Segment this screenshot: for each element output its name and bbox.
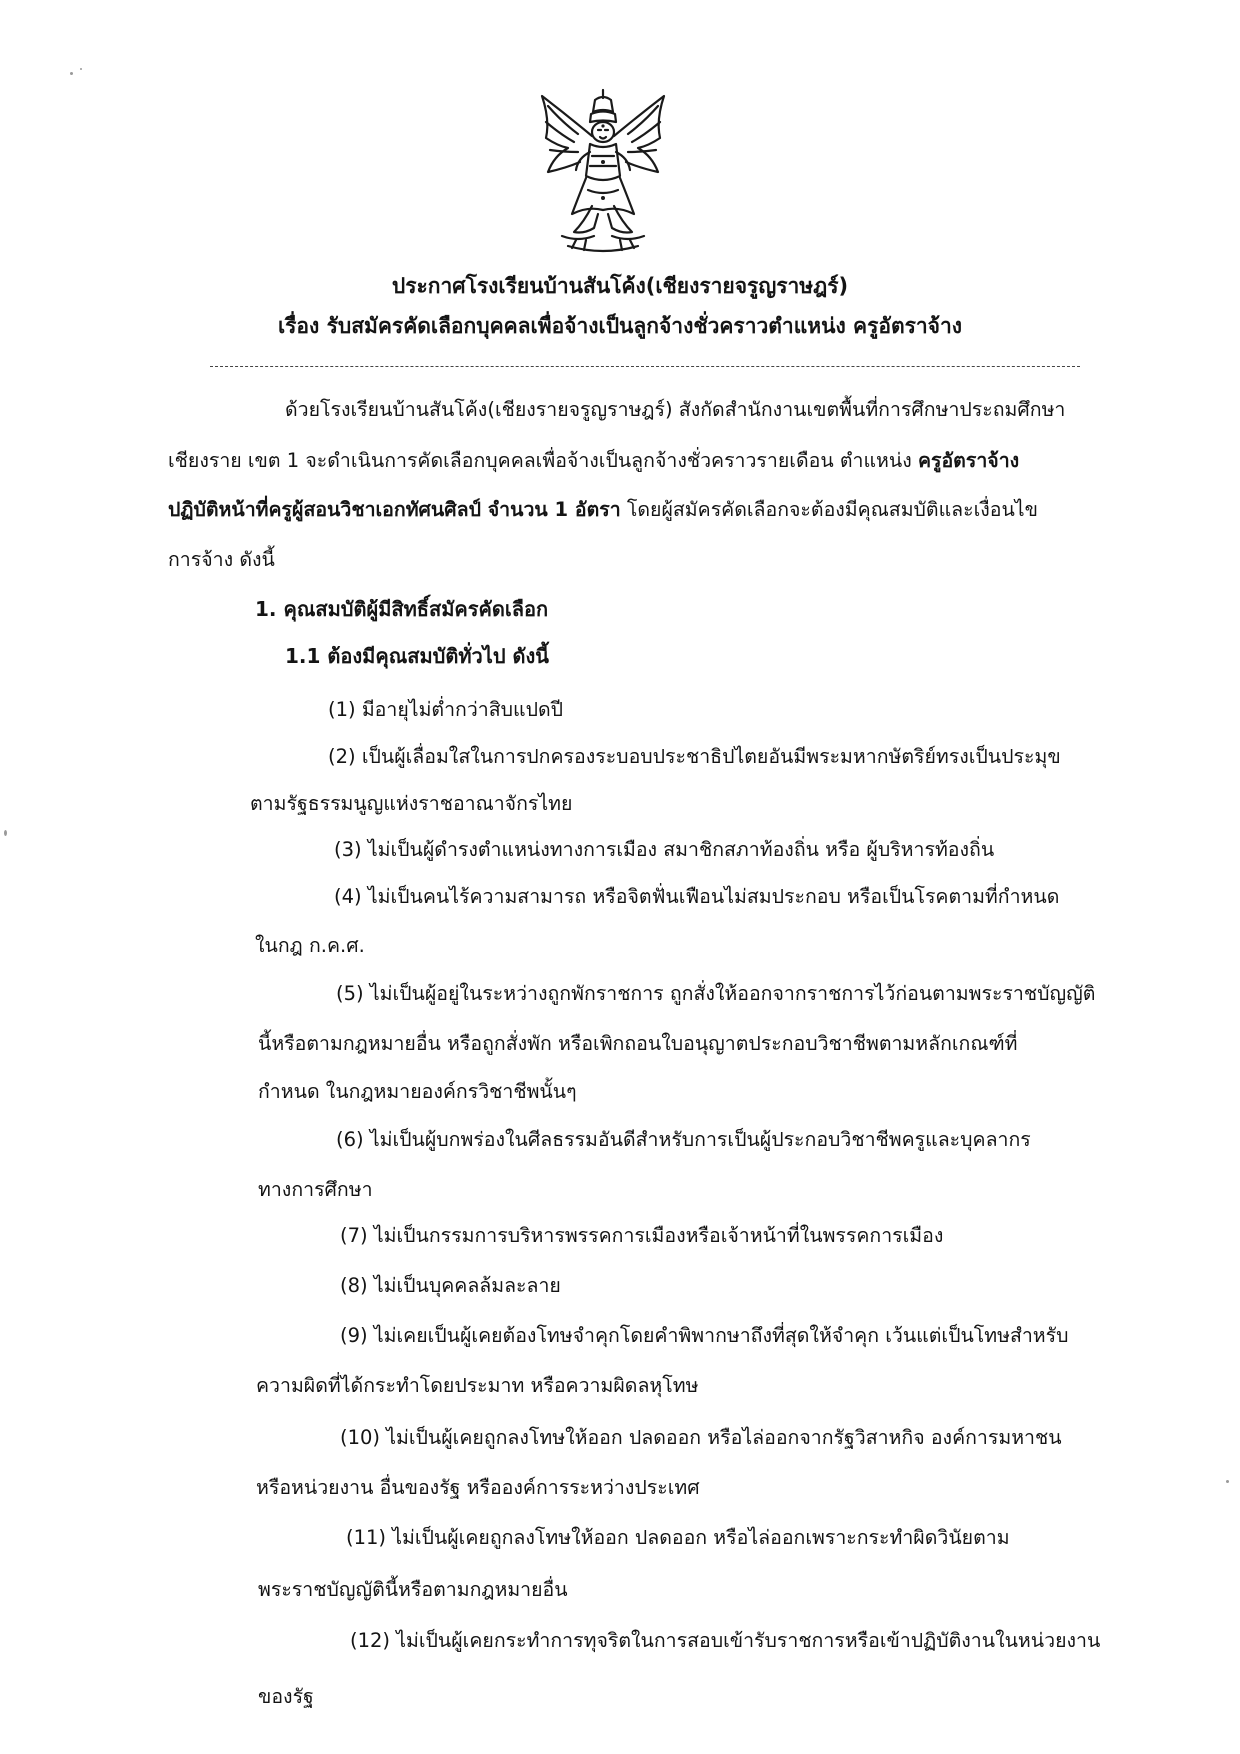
intro-line: การจ้าง ดังนี้ — [168, 548, 275, 571]
qualification-item: (10) ไม่เป็นผู้เคยถูกลงโทษให้ออก ปลดออก หรือไล่ออกจากรัฐวิสาหกิจ องค์การมหาชน — [340, 1426, 1062, 1449]
qualification-item: (5) ไม่เป็นผู้อยู่ในระหว่างถูกพักราชการ ถูกสั่งให้ออกจากราชการไว้ก่อนตามพระราชบัญญัติ — [336, 982, 1096, 1005]
intro-line — [168, 447, 1019, 475]
intro-text: เชียงราย เขต 1 จะดำเนินการคัดเลือกบุคคลเพื่อจ้างเป็นลูกจ้างชั่วคราวรายเดือน ตำแหน่ง — [168, 449, 918, 472]
intro-line — [168, 496, 1038, 524]
qualification-item-cont: นี้หรือตามกฎหมายอื่น หรือถูกสั่งพัก หรือเพิกถอนใบอนุญาตประกอบวิชาชีพตามหลักเกณฑ์ที่ — [258, 1032, 1018, 1055]
scan-speck — [1226, 1480, 1229, 1483]
subsection-heading: 1.1 ต้องมีคุณสมบัติทั่วไป ดังนี้ — [285, 644, 549, 668]
scan-speck — [4, 830, 7, 836]
qualification-item-cont: ในกฎ ก.ค.ศ. — [255, 934, 365, 957]
qualification-item: (1) มีอายุไม่ต่ำกว่าสิบแปดปี — [328, 698, 564, 721]
qualification-item: (4) ไม่เป็นคนไร้ความสามารถ หรือจิตฟั่นเฟือนไม่สมประกอบ หรือเป็นโรคตามที่กำหนด — [334, 885, 1060, 908]
qualification-item: (3) ไม่เป็นผู้ดำรงตำแหน่งทางการเมือง สมาชิกสภาท้องถิ่น หรือ ผู้บริหารท้องถิ่น — [334, 838, 995, 861]
intro-text: โดยผู้สมัครคัดเลือกจะต้องมีคุณสมบัติและเงื่อนไข — [620, 498, 1038, 521]
qualification-item-cont: ตามรัฐธรรมนูญแห่งราชอาณาจักรไทย — [250, 792, 573, 815]
scan-speck — [80, 68, 82, 70]
qualification-item: (12) ไม่เป็นผู้เคยกระทำการทุจริตในการสอบเข้ารับราชการหรือเข้าปฏิบัติงานในหน่วยงาน — [350, 1629, 1101, 1652]
qualification-item: (11) ไม่เป็นผู้เคยถูกลงโทษให้ออก ปลดออก หรือไล่ออกเพราะกระทำผิดวินัยตาม — [346, 1526, 1010, 1549]
garuda-emblem — [528, 86, 678, 258]
qualification-item-cont: หรือหน่วยงาน อื่นของรัฐ หรือองค์การระหว่างประเทศ — [256, 1476, 700, 1499]
qualification-item: (9) ไม่เคยเป็นผู้เคยต้องโทษจำคุกโดยคำพิพากษาถึงที่สุดให้จำคุก เว้นแต่เป็นโทษสำหรับ — [340, 1324, 1069, 1347]
intro-line: ด้วยโรงเรียนบ้านสันโค้ง(เชียงรายจรูญราษฎร์) สังกัดสำนักงานเขตพื้นที่การศึกษาประถมศึกษา — [285, 398, 1066, 421]
qualification-item-cont: กำหนด ในกฎหมายองค์กรวิชาชีพนั้นๆ — [258, 1080, 577, 1103]
qualification-item: (8) ไม่เป็นบุคคลล้มละลาย — [340, 1274, 561, 1297]
qualification-item: (7) ไม่เป็นกรรมการบริหารพรรคการเมืองหรือเจ้าหน้าที่ในพรรคการเมือง — [340, 1224, 944, 1247]
position-title: ครูอัตราจ้าง — [917, 449, 1020, 472]
announcement-title: ประกาศโรงเรียนบ้านสันโค้ง(เชียงรายจรูญราษฎร์) — [391, 274, 849, 298]
scan-speck — [70, 72, 73, 75]
announcement-subject: เรื่อง รับสมัครคัดเลือกบุคคลเพื่อจ้างเป็นลูกจ้างชั่วคราวตำแหน่ง ครูอัตราจ้าง — [277, 314, 963, 338]
qualification-item: (6) ไม่เป็นผู้บกพร่องในศีลธรรมอันดีสำหรับการเป็นผู้ประกอบวิชาชีพครูและบุคลากร — [336, 1128, 1031, 1151]
qualification-item-cont: ความผิดที่ได้กระทำโดยประมาท หรือความผิดลหุโทษ — [256, 1374, 699, 1397]
section-heading: 1. คุณสมบัติผู้มีสิทธิ์สมัครคัดเลือก — [255, 597, 549, 621]
qualification-item-cont: ของรัฐ — [258, 1685, 314, 1708]
dashed-divider — [210, 366, 1080, 367]
qualification-item: (2) เป็นผู้เลื่อมใสในการปกครองระบอบประชาธิปไตยอันมีพระมหากษัตริย์ทรงเป็นประมุข — [328, 745, 1061, 768]
qualification-item-cont: พระราชบัญญัตินี้หรือตามกฎหมายอื่น — [258, 1578, 568, 1601]
qualification-item-cont: ทางการศึกษา — [258, 1178, 373, 1201]
position-detail: ปฏิบัติหน้าที่ครูผู้สอนวิชาเอกทัศนศิลป์ จำนวน 1 อัตรา — [168, 498, 621, 521]
